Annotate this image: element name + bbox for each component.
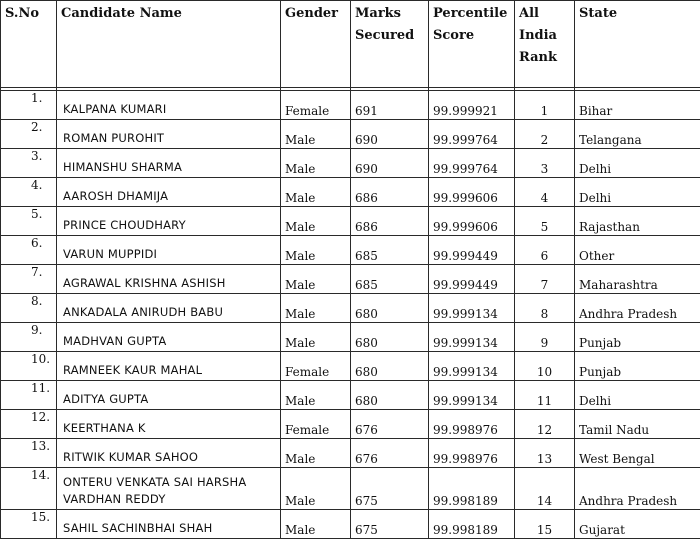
cell-marks: 675 — [351, 510, 429, 539]
table-row — [1, 91, 700, 120]
cell-state: Maharashtra — [575, 265, 700, 294]
cell-candidate-name: RITWIK KUMAR SAHOO — [57, 439, 281, 468]
cell-rank: 12 — [515, 410, 575, 439]
cell-percentile: 99.999764 — [429, 120, 515, 149]
cell-rank: 14 — [515, 468, 575, 510]
cell-rank: 5 — [515, 207, 575, 236]
cell-state: Rajasthan — [575, 207, 700, 236]
cell-candidate-name: ROMAN PUROHIT — [57, 120, 281, 149]
cell-percentile: 99.999921 — [429, 91, 515, 120]
cell-percentile: 99.999134 — [429, 294, 515, 323]
cell-rank: 15 — [515, 510, 575, 539]
cell-marks: 675 — [351, 468, 429, 510]
cell-candidate-name: HIMANSHU SHARMA — [57, 149, 281, 178]
cell-candidate-name: AAROSH DHAMIJA — [57, 178, 281, 207]
cell-rank: 4 — [515, 178, 575, 207]
cell-percentile: 99.999134 — [429, 381, 515, 410]
cell-marks: 680 — [351, 352, 429, 381]
cell-sno: 1. — [1, 91, 57, 120]
cell-candidate-name: SAHIL SACHINBHAI SHAH — [57, 510, 281, 539]
cell-state: Andhra Pradesh — [575, 468, 700, 510]
table-row — [1, 323, 700, 352]
cell-candidate-name: VARUN MUPPIDI — [57, 236, 281, 265]
header-row — [1, 1, 700, 88]
cell-percentile: 99.999449 — [429, 265, 515, 294]
header-state: State — [575, 1, 700, 88]
header-marks-secured: Marks Secured — [351, 1, 429, 88]
cell-sno: 14. — [1, 468, 57, 510]
cell-rank: 13 — [515, 439, 575, 468]
cell-state: Delhi — [575, 381, 700, 410]
cell-state: Punjab — [575, 323, 700, 352]
cell-gender: Male — [281, 381, 351, 410]
cell-gender: Male — [281, 323, 351, 352]
cell-marks: 676 — [351, 439, 429, 468]
table-row — [1, 294, 700, 323]
cell-rank: 8 — [515, 294, 575, 323]
table-row — [1, 410, 700, 439]
cell-sno: 11. — [1, 381, 57, 410]
cell-sno: 6. — [1, 236, 57, 265]
cell-marks: 680 — [351, 323, 429, 352]
cell-marks: 690 — [351, 120, 429, 149]
cell-gender: Male — [281, 294, 351, 323]
cell-marks: 691 — [351, 91, 429, 120]
cell-gender: Male — [281, 178, 351, 207]
table-row — [1, 352, 700, 381]
cell-state: Delhi — [575, 149, 700, 178]
cell-sno: 5. — [1, 207, 57, 236]
table-row — [1, 381, 700, 410]
cell-marks: 680 — [351, 381, 429, 410]
table-row — [1, 468, 700, 510]
cell-sno: 2. — [1, 120, 57, 149]
cell-rank: 7 — [515, 265, 575, 294]
table-row — [1, 510, 700, 539]
table-row — [1, 439, 700, 468]
cell-gender: Male — [281, 468, 351, 510]
cell-gender: Male — [281, 120, 351, 149]
table-row — [1, 236, 700, 265]
cell-candidate-name: KEERTHANA K — [57, 410, 281, 439]
cell-sno: 9. — [1, 323, 57, 352]
cell-state: Other — [575, 236, 700, 265]
cell-rank: 10 — [515, 352, 575, 381]
cell-sno: 15. — [1, 510, 57, 539]
cell-sno: 10. — [1, 352, 57, 381]
cell-percentile: 99.998976 — [429, 439, 515, 468]
cell-gender: Male — [281, 149, 351, 178]
cell-sno: 8. — [1, 294, 57, 323]
cell-percentile: 99.999606 — [429, 207, 515, 236]
cell-candidate-name: AGRAWAL KRISHNA ASHISH — [57, 265, 281, 294]
table-row — [1, 120, 700, 149]
cell-rank: 3 — [515, 149, 575, 178]
cell-percentile: 99.998189 — [429, 510, 515, 539]
cell-marks: 676 — [351, 410, 429, 439]
header-all-india-rank: All India Rank — [515, 1, 575, 88]
cell-candidate-name: ADITYA GUPTA — [57, 381, 281, 410]
cell-percentile: 99.998976 — [429, 410, 515, 439]
cell-candidate-name: RAMNEEK KAUR MAHAL — [57, 352, 281, 381]
cell-candidate-name: ONTERU VENKATA SAI HARSHA VARDHAN REDDY — [57, 468, 281, 510]
cell-rank: 6 — [515, 236, 575, 265]
header-gender: Gender — [281, 1, 351, 88]
cell-marks: 685 — [351, 236, 429, 265]
cell-candidate-name: PRINCE CHOUDHARY — [57, 207, 281, 236]
cell-sno: 4. — [1, 178, 57, 207]
table-row — [1, 265, 700, 294]
cell-gender: Female — [281, 91, 351, 120]
cell-percentile: 99.998189 — [429, 468, 515, 510]
cell-gender: Female — [281, 410, 351, 439]
cell-gender: Male — [281, 510, 351, 539]
cell-sno: 12. — [1, 410, 57, 439]
cell-marks: 686 — [351, 207, 429, 236]
cell-gender: Female — [281, 352, 351, 381]
cell-state: West Bengal — [575, 439, 700, 468]
table-row — [1, 178, 700, 207]
table-row — [1, 149, 700, 178]
cell-percentile: 99.999606 — [429, 178, 515, 207]
cell-gender: Male — [281, 207, 351, 236]
cell-percentile: 99.999134 — [429, 352, 515, 381]
cell-sno: 7. — [1, 265, 57, 294]
cell-state: Tamil Nadu — [575, 410, 700, 439]
cell-state: Bihar — [575, 91, 700, 120]
cell-gender: Male — [281, 236, 351, 265]
cell-candidate-name: ANKADALA ANIRUDH BABU — [57, 294, 281, 323]
cell-state: Gujarat — [575, 510, 700, 539]
header-candidate-name: Candidate Name — [57, 1, 281, 88]
cell-candidate-name: MADHVAN GUPTA — [57, 323, 281, 352]
cell-state: Andhra Pradesh — [575, 294, 700, 323]
cell-percentile: 99.999449 — [429, 236, 515, 265]
cell-gender: Male — [281, 439, 351, 468]
header-percentile-score: Percentile Score — [429, 1, 515, 88]
cell-percentile: 99.999134 — [429, 323, 515, 352]
cell-rank: 9 — [515, 323, 575, 352]
cell-marks: 690 — [351, 149, 429, 178]
cell-marks: 680 — [351, 294, 429, 323]
cell-state: Telangana — [575, 120, 700, 149]
cell-marks: 686 — [351, 178, 429, 207]
cell-sno: 13. — [1, 439, 57, 468]
table-row — [1, 207, 700, 236]
header-sno: S.No — [1, 1, 57, 88]
cell-state: Delhi — [575, 178, 700, 207]
cell-gender: Male — [281, 265, 351, 294]
cell-state: Punjab — [575, 352, 700, 381]
cell-candidate-name: KALPANA KUMARI — [57, 91, 281, 120]
cell-rank: 2 — [515, 120, 575, 149]
cell-sno: 3. — [1, 149, 57, 178]
cell-percentile: 99.999764 — [429, 149, 515, 178]
cell-rank: 11 — [515, 381, 575, 410]
cell-rank: 1 — [515, 91, 575, 120]
cell-marks: 685 — [351, 265, 429, 294]
